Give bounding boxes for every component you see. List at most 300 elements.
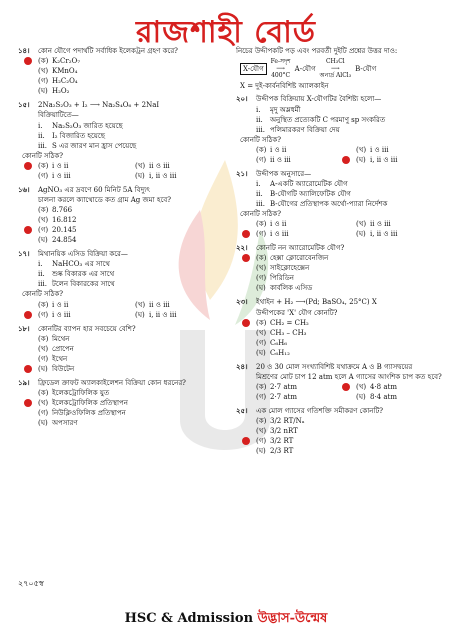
option-item[interactable]: [342, 229, 442, 239]
option-label: i.: [38, 260, 43, 269]
option-text: i ও ii: [270, 145, 287, 154]
right-questions: [236, 94, 442, 456]
reaction-scheme: [240, 58, 442, 79]
option-spacer: [24, 236, 32, 244]
question-number: ১৮।: [18, 323, 30, 333]
question-number: ২৫।: [236, 406, 248, 416]
option-item[interactable]: [18, 131, 218, 141]
footer: [0, 609, 452, 630]
option-spacer: [24, 77, 32, 85]
question-line: বিক্রিয়াটিতে—: [38, 111, 79, 120]
question-prompt: কোনটি সঠিক?: [22, 290, 64, 299]
option-text: B-যৌগটি অ্যালিফেটিক যৌগ: [270, 189, 351, 198]
option-text: B-যৌগের প্রতিস্থাপক অর্থো-প্যারা নির্দেশক: [270, 199, 388, 208]
option-text: S এর জারণ মান হ্রাস পেয়েছে: [52, 141, 137, 150]
option-text: C₆H₆: [270, 338, 288, 347]
option-item[interactable]: [18, 279, 218, 289]
option-spacer: [24, 355, 32, 363]
option-spacer: [24, 345, 32, 353]
option-spacer: [242, 417, 250, 425]
option-spacer: [242, 329, 250, 337]
option-text: H₂C₂O₄: [52, 77, 78, 86]
option-item[interactable]: [18, 398, 218, 408]
option-text: 3/2 RT: [270, 437, 294, 446]
option-label: ii.: [38, 131, 45, 140]
question-number: ১৯।: [18, 377, 30, 387]
option-item[interactable]: [24, 310, 121, 320]
answer-marker: [242, 254, 250, 262]
option-text: NaHCO₃ এর সাথে: [52, 260, 110, 269]
stimulus-intro: নিচের উদ্দীপকটি পড় এবং পরবর্তী দুইটি প্রশ্নের উত্তর দাও:: [236, 47, 398, 55]
option-text: 24.854: [52, 236, 77, 245]
option-label: (গ): [38, 408, 49, 417]
option-label: i.: [256, 179, 261, 188]
option-spacer: [24, 206, 32, 214]
footer-brand-red: উদ্ভাস-উন্মেষ: [257, 611, 328, 626]
option-text: i, ii ও iii: [149, 310, 177, 319]
question-1: [18, 100, 218, 181]
option-label: iii.: [256, 125, 265, 134]
footer-brand: HSC & Admission: [124, 611, 254, 626]
option-label: i.: [256, 105, 261, 114]
option-item[interactable]: [24, 300, 121, 310]
question-text: কোনটি নন অ্যারোমেটিক যৌগ?: [256, 244, 345, 253]
option-item[interactable]: [18, 334, 218, 344]
option-spacer: [242, 393, 250, 401]
option-spacer: [242, 427, 250, 435]
option-spacer: [242, 274, 250, 282]
option-item[interactable]: [18, 354, 218, 364]
option-item[interactable]: [18, 66, 218, 76]
option-spacer: [242, 339, 250, 347]
option-spacer: [242, 126, 250, 134]
option-spacer: [24, 87, 32, 95]
option-text: CH₃ – CH₃: [270, 328, 307, 337]
option-label: (ক): [38, 206, 49, 215]
option-label: ii.: [256, 189, 263, 198]
option-item[interactable]: [236, 125, 442, 135]
option-item[interactable]: [236, 115, 442, 125]
option-label: (গ): [38, 310, 49, 319]
option-label: iii.: [38, 280, 47, 289]
question-number: ১৭।: [18, 249, 30, 259]
option-text: ইলেকট্রোফিলিক প্রতিস্থাপন: [52, 398, 128, 407]
option-label: (ঘ): [38, 364, 48, 373]
option-text: i ও iii: [52, 171, 71, 180]
option-item[interactable]: [18, 76, 218, 86]
option-spacer: [24, 280, 32, 288]
option-label: (খ): [256, 328, 267, 337]
question-line: চালনা করলে ক্যাথোডে কত গ্রাম Ag জমা হবে?: [38, 196, 172, 205]
option-text: হেক্সা ক্লোরোবেনজিন: [270, 254, 329, 263]
question-line: উদ্দীপকের 'X' যৌগ কোনটি?: [256, 308, 338, 317]
option-text: A-একটি অ্যারোমেটিক যৌগ: [270, 179, 348, 188]
option-spacer: [242, 264, 250, 272]
option-text: i ও iii: [370, 145, 389, 154]
question-5: [236, 406, 442, 456]
option-label: (ঘ): [135, 171, 145, 180]
option-spacer: [242, 383, 250, 391]
option-label: (ঘ): [356, 393, 366, 402]
option-label: (ক): [256, 318, 267, 327]
option-item[interactable]: [18, 259, 218, 269]
option-text: I₂ বিজারিত হয়েছে: [52, 131, 105, 140]
option-spacer: [242, 106, 250, 114]
option-item[interactable]: [121, 300, 218, 310]
option-grid: [18, 161, 218, 181]
option-label: (ঘ): [356, 155, 366, 164]
option-label: (খ): [38, 67, 49, 76]
option-text: i, ii ও iii: [370, 230, 398, 239]
option-item[interactable]: [242, 219, 342, 229]
answer-marker: [24, 226, 32, 234]
option-item[interactable]: [236, 253, 442, 263]
option-text: অপসারণ: [52, 418, 78, 427]
option-text: i, ii ও iii: [370, 155, 398, 164]
option-spacer: [121, 162, 129, 170]
option-text: i ও ii: [52, 300, 69, 309]
option-text: KMnO₄: [52, 67, 78, 76]
question-line: মিশ্রণের মোট চাপ 12 atm হলে A গ্যাসের আংশিক চাপ কত হবে?: [256, 373, 442, 382]
option-label: (গ): [256, 230, 267, 239]
option-text: 8.766: [52, 206, 73, 215]
page-number: ২৭০৫স্ব: [18, 579, 44, 588]
left-column: [18, 46, 218, 432]
option-spacer: [24, 260, 32, 268]
option-text: 2/3 RT: [270, 447, 294, 456]
option-label: (গ): [256, 338, 267, 347]
question-1: [236, 169, 442, 239]
option-spacer: [242, 349, 250, 357]
option-item[interactable]: [24, 161, 121, 171]
option-item[interactable]: [18, 235, 218, 245]
option-item[interactable]: [236, 189, 442, 199]
option-label: (ঘ): [38, 87, 48, 96]
option-item[interactable]: [18, 56, 218, 66]
question-prompt: কোনটি সঠিক?: [22, 151, 64, 160]
option-item[interactable]: [242, 392, 342, 402]
question-2: [18, 185, 218, 245]
answer-marker: [342, 156, 350, 164]
option-label: (খ): [256, 427, 267, 436]
option-spacer: [24, 132, 32, 140]
option-spacer: [24, 172, 32, 180]
option-label: ii.: [38, 270, 45, 279]
option-text: ii ও iii: [370, 220, 391, 229]
option-item[interactable]: [18, 86, 218, 96]
question-3: [236, 297, 442, 357]
option-label: (ঘ): [356, 230, 366, 239]
option-grid: [236, 219, 442, 239]
option-item[interactable]: [242, 155, 342, 165]
option-label: (ঘ): [135, 310, 145, 319]
option-spacer: [24, 389, 32, 397]
option-label: (ক): [38, 334, 49, 343]
option-item[interactable]: [18, 225, 218, 235]
option-spacer: [242, 200, 250, 208]
option-label: (খ): [256, 264, 267, 273]
option-item[interactable]: [242, 382, 342, 392]
option-label: ii.: [256, 115, 263, 124]
option-item[interactable]: [24, 171, 121, 181]
question-text: 20 ও 30 মোল সংখ্যাবিশিষ্ট যথাক্রমে A ও B গ্যাসদ্বয়ের: [256, 362, 413, 371]
question-2: [236, 243, 442, 293]
option-item[interactable]: [18, 121, 218, 131]
option-label: iii.: [38, 141, 47, 150]
answer-marker: [24, 57, 32, 65]
option-text: C₆H₁₂: [270, 348, 290, 357]
option-text: 8·4 atm: [370, 393, 397, 402]
option-text: টলেন বিকারকের সাথে: [52, 280, 115, 289]
question-number: ২০।: [236, 94, 248, 104]
option-item[interactable]: [236, 348, 442, 358]
option-label: (ক): [256, 220, 267, 229]
option-spacer: [24, 301, 32, 309]
option-item[interactable]: [236, 199, 442, 209]
option-item[interactable]: [18, 205, 218, 215]
reaction-arrow-1: Fe-সদৃশ ⟶ 400°C: [270, 58, 291, 80]
question-5: [18, 378, 218, 428]
option-label: (গ): [38, 354, 49, 363]
option-grid: [236, 382, 442, 402]
option-label: (ঘ): [256, 284, 266, 293]
question-4: [236, 362, 442, 402]
option-label: (গ): [256, 155, 267, 164]
reaction-note: X = দুই-কার্বনবিশিষ্ট অ্যালকাইন: [240, 82, 329, 91]
option-item[interactable]: [121, 171, 218, 181]
option-label: (খ): [135, 300, 146, 309]
answer-marker: [24, 311, 32, 319]
option-label: (গ): [256, 274, 267, 283]
option-spacer: [24, 409, 32, 417]
answer-marker: [342, 383, 350, 391]
option-label: (খ): [356, 220, 367, 229]
option-item[interactable]: [236, 263, 442, 273]
option-label: (খ): [356, 145, 367, 154]
option-text: 16.812: [52, 216, 77, 225]
option-text: নিউক্লিওফিলিক প্রতিস্থাপন: [52, 408, 126, 417]
answer-marker: [242, 230, 250, 238]
question-text: উদ্দীপক বিক্রিয়ায় X-যৌগটির বৈশিষ্ট্য হলো—: [256, 95, 382, 104]
question-number: ২৪।: [236, 361, 248, 371]
option-item[interactable]: [236, 179, 442, 189]
question-number: ২৩।: [236, 297, 248, 307]
option-text: ii ও iii: [149, 161, 170, 170]
question-0: [18, 46, 218, 96]
option-text: i ও iii: [270, 230, 289, 239]
option-spacer: [242, 180, 250, 188]
reaction-product: B-যৌগ: [355, 64, 377, 73]
question-prompt: কোনটি সঠিক?: [240, 210, 282, 219]
question-number: ২২।: [236, 243, 248, 253]
question-text: মিথানয়িক এসিড বিক্রিয়া করে—: [38, 250, 128, 259]
option-text: বিউটেন: [52, 364, 75, 373]
option-item[interactable]: [18, 141, 218, 151]
question-number: ২১।: [236, 168, 248, 178]
option-spacer: [24, 335, 32, 343]
option-item[interactable]: [236, 283, 442, 293]
option-spacer: [24, 419, 32, 427]
option-spacer: [24, 142, 32, 150]
option-item[interactable]: [342, 392, 442, 402]
option-label: (গ): [38, 171, 49, 180]
option-text: 4·8 atm: [370, 383, 397, 392]
option-text: K₂Cr₂O₇: [52, 57, 81, 66]
option-text: ii ও iii: [149, 300, 170, 309]
option-text: প্রোপেন: [52, 344, 74, 353]
option-grid: [18, 300, 218, 320]
option-spacer: [342, 146, 350, 154]
question-text: কোনটির ব্যাপন হার সবচেয়ে বেশি?: [38, 324, 136, 333]
option-label: i.: [38, 121, 43, 130]
option-text: ইথেন: [52, 354, 68, 363]
question-text: কোন যৌগে পদার্থটি সর্বাধিক ইলেকট্রন গ্রহণ করে?: [38, 47, 178, 55]
option-text: মিথেন: [52, 334, 70, 343]
option-spacer: [242, 116, 250, 124]
option-label: (ক): [256, 417, 267, 426]
option-text: H₂O₂: [52, 87, 70, 96]
option-label: (ক): [38, 300, 49, 309]
option-label: (ক): [256, 383, 267, 392]
option-spacer: [342, 220, 350, 228]
option-spacer: [24, 216, 32, 224]
option-label: (ঘ): [256, 348, 266, 357]
option-text: শুষ্ক বিকারক এর সাথে: [52, 270, 115, 279]
option-text: অনুস্থিত প্রত্যেকটি C পরমাণু sp সংকরিত: [270, 115, 386, 124]
option-text: মৃদু অম্লধর্মী: [270, 105, 301, 114]
option-spacer: [342, 230, 350, 238]
question-number: ১৫।: [18, 100, 30, 110]
option-item[interactable]: [236, 338, 442, 348]
option-label: (খ): [38, 398, 49, 407]
option-label: (ক): [256, 254, 267, 263]
option-item[interactable]: [18, 344, 218, 354]
option-text: 3/2 RT/Nₐ: [270, 417, 305, 426]
option-spacer: [121, 311, 129, 319]
answer-marker: [24, 162, 32, 170]
option-item[interactable]: [18, 408, 218, 418]
option-label: (ক): [256, 145, 267, 154]
option-item[interactable]: [342, 145, 442, 155]
option-item[interactable]: [236, 105, 442, 115]
option-text: CH₂ = CH₂: [270, 318, 309, 327]
option-spacer: [24, 270, 32, 278]
question-4: [18, 324, 218, 374]
option-label: (খ): [356, 383, 367, 392]
reaction-start: X-যৌগ: [240, 63, 267, 75]
option-text: i, ii ও iii: [149, 171, 177, 180]
option-item[interactable]: [236, 446, 442, 456]
option-text: পলিমারকরণ বিক্রিয়া দেয়: [270, 125, 340, 134]
option-spacer: [121, 172, 129, 180]
option-spacer: [242, 447, 250, 455]
option-item[interactable]: [236, 426, 442, 436]
option-item[interactable]: [18, 418, 218, 428]
option-spacer: [242, 284, 250, 292]
question-text: উদ্দীপক অনুসারে—: [256, 169, 312, 178]
right-column: [236, 46, 442, 460]
option-text: 20.145: [52, 226, 77, 235]
board-title: রাজশাহী বোর্ড: [136, 15, 316, 50]
option-text: i ও ii: [270, 220, 287, 229]
option-label: (ঘ): [38, 236, 48, 245]
option-grid: [236, 145, 442, 165]
option-item[interactable]: [18, 269, 218, 279]
option-item[interactable]: [18, 215, 218, 225]
option-spacer: [24, 67, 32, 75]
option-label: (ক): [38, 161, 49, 170]
answer-marker: [24, 399, 32, 407]
option-item[interactable]: [121, 310, 218, 320]
option-item[interactable]: [18, 388, 218, 398]
option-text: ইলেকট্রোফিলিক যুত: [52, 388, 110, 397]
option-item[interactable]: [342, 155, 442, 165]
option-text: পিরিডিন: [270, 274, 294, 283]
option-text: Na₂S₂O₃ জারিত হয়েছে: [52, 121, 123, 130]
option-spacer: [121, 301, 129, 309]
option-label: (খ): [38, 344, 49, 353]
reaction-arrow-2: CH₃Cl ⟶ অনার্দ্র AlCl₃: [319, 58, 352, 80]
question-0: [236, 94, 442, 164]
question-text: 2Na₂S₂O₃ + I₂ ⟶ Na₂S₄O₆ + 2NaI: [38, 101, 160, 110]
question-3: [18, 249, 218, 319]
option-item[interactable]: [242, 229, 342, 239]
option-label: (গ): [38, 77, 49, 86]
option-label: (গ): [38, 226, 49, 235]
option-label: (ঘ): [256, 447, 266, 456]
question-text: ফ্রিডেল ক্রাফট অ্যালকাইলেশন বিক্রিয়া কোন ধরনের?: [38, 378, 186, 387]
question-number: ১৬।: [18, 184, 30, 194]
option-label: (ঘ): [38, 418, 48, 427]
option-spacer: [342, 393, 350, 401]
option-label: (খ): [38, 216, 49, 225]
answer-marker: [242, 319, 250, 327]
option-item[interactable]: [342, 219, 442, 229]
question-text: এক মোল গ্যাসের গতিশক্তি সমীকরণ কোনটি?: [256, 407, 384, 416]
answer-marker: [242, 437, 250, 445]
reaction-intermediate: A-যৌগ: [294, 64, 316, 73]
option-text: 2·7 atm: [270, 383, 297, 392]
option-text: i ও iii: [52, 310, 71, 319]
option-item[interactable]: [18, 364, 218, 374]
option-item[interactable]: [342, 382, 442, 392]
option-label: (গ): [256, 437, 267, 446]
option-item[interactable]: [242, 145, 342, 155]
option-label: (গ): [256, 393, 267, 402]
question-prompt: কোনটি সঠিক?: [240, 135, 282, 144]
option-item[interactable]: [121, 161, 218, 171]
option-label: (খ): [135, 161, 146, 170]
option-spacer: [242, 146, 250, 154]
option-item[interactable]: [236, 273, 442, 283]
option-item[interactable]: [236, 318, 442, 328]
question-number: ১৪।: [18, 46, 30, 55]
option-spacer: [242, 156, 250, 164]
option-spacer: [24, 122, 32, 130]
option-label: (ক): [38, 388, 49, 397]
question-text: ইথাইন + H₂ ⟶(Pd; BaSO₄, 25°C) X: [256, 298, 377, 307]
option-label: (ক): [38, 57, 49, 66]
option-text: সাইক্লোহেক্সেন: [270, 264, 310, 273]
option-item[interactable]: [236, 436, 442, 446]
question-text: AgNO₃ এর দ্রবণে 60 মিনিট 5A বিদ্যুৎ: [38, 185, 150, 194]
option-item[interactable]: [236, 416, 442, 426]
option-spacer: [242, 190, 250, 198]
option-text: 2·7 atm: [270, 393, 297, 402]
option-item[interactable]: [236, 328, 442, 338]
option-text: 3/2 nRT: [270, 427, 298, 436]
answer-marker: [24, 365, 32, 373]
